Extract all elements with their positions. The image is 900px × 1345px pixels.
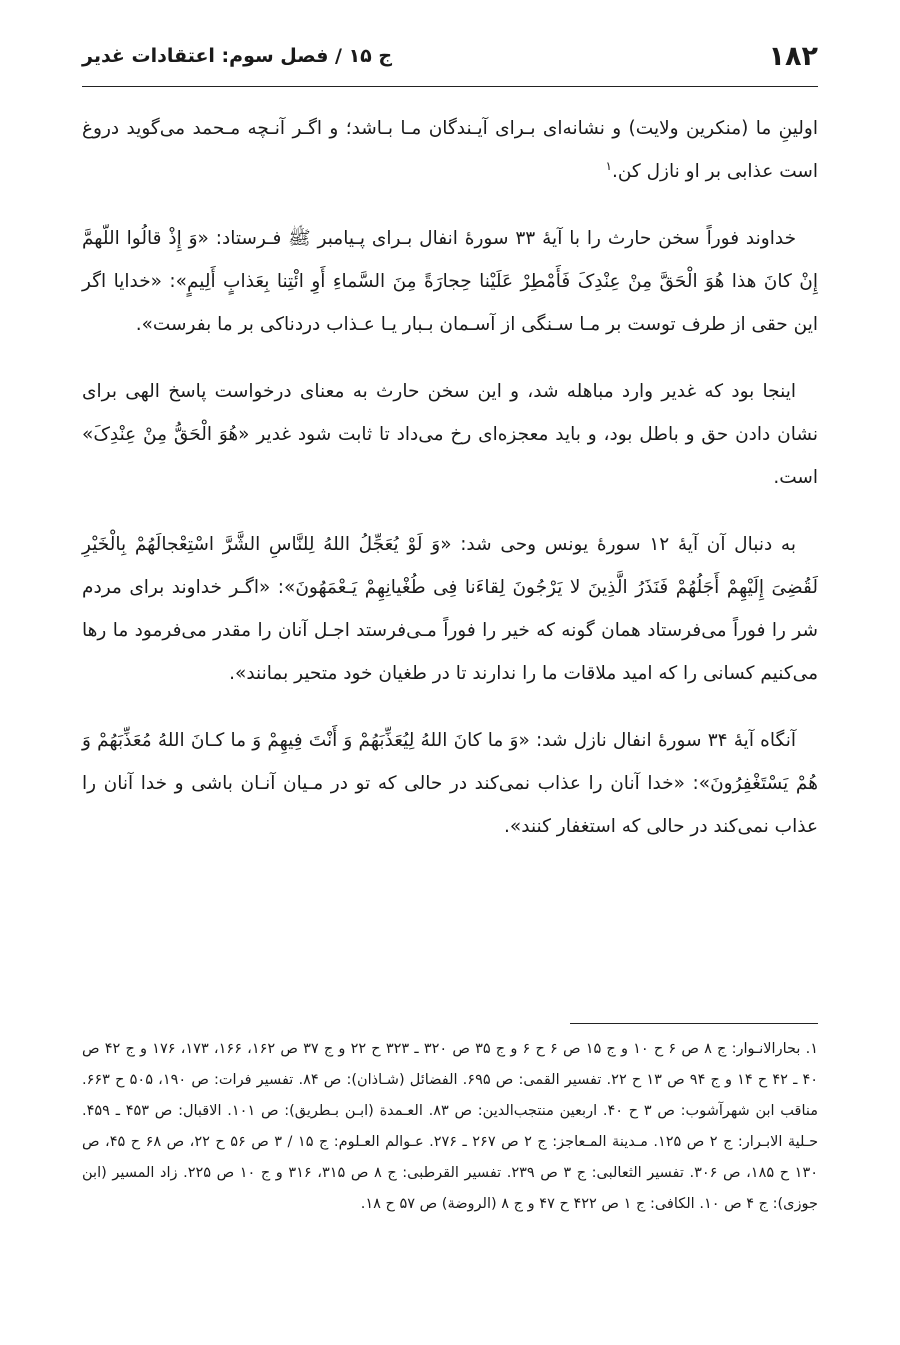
paragraph-4: به دنبال آن آیهٔ ۱۲ سورهٔ یونس وحی شد: «وَ لَوْ یُعَجِّلُ اللهُ لِلنَّاسِ الشَّرَّ اسْتِعْجالَهُمْ بِالْخَیْرِ لَقُضِیَ إِلَیْهِمْ أَجَلُهُمْ فَنَذَرُ الَّذِینَ لا یَرْجُونَ لِقاءَنا فِی طُغْیانِهِمْ یَـعْمَهُونَ»: «اگـر خداوند برای مردم شر را فوراً می‌فرستاد همان گونه که خیر را فوراً مـی‌فرستد اجـل آنان را مقدر می‌فرمود ما رها می‌کنیم کسانی را که امید ملاقات ما را ندارند تا در طغیان خود متحیر بمانند». [82, 534, 818, 684]
paragraph-1 [82, 107, 818, 193]
page-header [82, 30, 818, 82]
footnote-reference: ۱ [605, 158, 612, 173]
paragraph-3: اینجا بود که غدیر وارد مباهله شد، و این سخن حارث به معنای درخواست پاسخ الهی برای نشان دادن حق و باطل بود، و باید معجزه‌ای رخ می‌داد تا ثابت شود غدیر «هُوَ الْحَقُّ مِنْ عِنْدِکَ» است. [82, 381, 818, 488]
page-number: ۱۸۲ [768, 40, 818, 72]
footnote: ۱. بحارالانـوار: ج ۸ ص ۶ ح ۱۰ و ج ۱۵ ص ۶ ح ۶ و ج ۳۵ ص ۳۲۰ ـ ۳۲۳ ح ۲۲ و ج ۳۷ ص ۱۶۲، ۱۶۶، ۱۷۳، ۱۷۶ و ج ۴۲ ص ۴۰ ـ ۴۲ ح ۱۴ و ج ۹۴ ص ۱۳ ح ۲۲. تفسیر القمی: ص ۶۹۵. الفضائل (شـاذان): ص ۸۴. تفسیر فرات: ص ۱۹۰، ۵۰۵ ح ۶۶۳. مناقب ابن شهرآشوب: ص ۳ ح ۴۰. اربعین منتجب‌الدین: ص ۸۳. العـمدة (ابـن بـطریق): ص ۱۰۱. الاقبال: ص ۴۵۳ ـ ۴۵۹. حـلیة الابـرار: ج ۲ ص ۱۲۵. مـدینة المـعاجز: ج ۲ ص ۲۶۷ ـ ۲۷۶. عـوالم العـلوم: ج ۱۵ / ۳ ص ۵۶ ح ۲۲، ص ۶۸ ح ۴۵، ص ۱۳۰ ح ۱۸۵، ص ۳۰۶. تفسیر الثعالبی: ج ۳ ص ۲۳۹. تفسیر القرطبی: ج ۸ ص ۳۱۵، ۳۱۶ و ج ۱۰ ص ۲۲۵. زاد المسیر (ابن جوزی): ج ۴ ص ۱۰. الکافی: ج ۱ ص ۴۲۲ ح ۴۷ و ج ۸ (الروضة) ص ۵۷ ح ۱۸. [82, 1041, 819, 1212]
paragraph-5: آنگاه آیهٔ ۳۴ سورهٔ انفال نازل شد: «وَ ما کانَ اللهُ لِیُعَذِّبَهُمْ وَ أَنْتَ فِیهِمْ وَ ما کـانَ اللهُ مُعَذِّبَهُمْ وَ هُمْ یَسْتَغْفِرُونَ»: «خدا آنان را عذاب نمی‌کند در حالی که تو در مـیان آنـان باشی و خدا آنان را عذاب نمی‌کند در حالی که استغفار کنند». [82, 730, 818, 837]
header-divider [82, 86, 818, 87]
paragraph-1-text: اولینِ ما (منکرین ولایت) و نشانه‌ای بـرای آیـندگان مـا بـاشد؛ و اگـر آنـچه مـحمد می‌گوید دروغ است عذابی بر او نازل کن. [82, 118, 818, 182]
running-title: ج ۱۵ / فصل سوم: اعتقادات غدیر [82, 45, 393, 67]
footnote-divider [570, 1023, 818, 1024]
main-text [82, 107, 818, 872]
paragraph-2: خداوند فوراً سخن حارث را با آیهٔ ۳۳ سورهٔ انفال بـرای پـیامبر ﷺ فـرستاد: «وَ إِذْ قالُوا اللّهمَّ إِنْ کانَ هذا هُوَ الْحَقَّ مِنْ عِنْدِکَ فَأَمْطِرْ عَلَیْنا حِجارَةً مِنَ السَّماءِ أَوِ ائْتِنا بِعَذابٍ أَلِیمٍ»: «خدایا اگر این حقی از طرف توست بر مـا سـنگی از آسـمان بـبار یـا عـذاب دردناکی بر ما بفرست». [82, 228, 818, 335]
